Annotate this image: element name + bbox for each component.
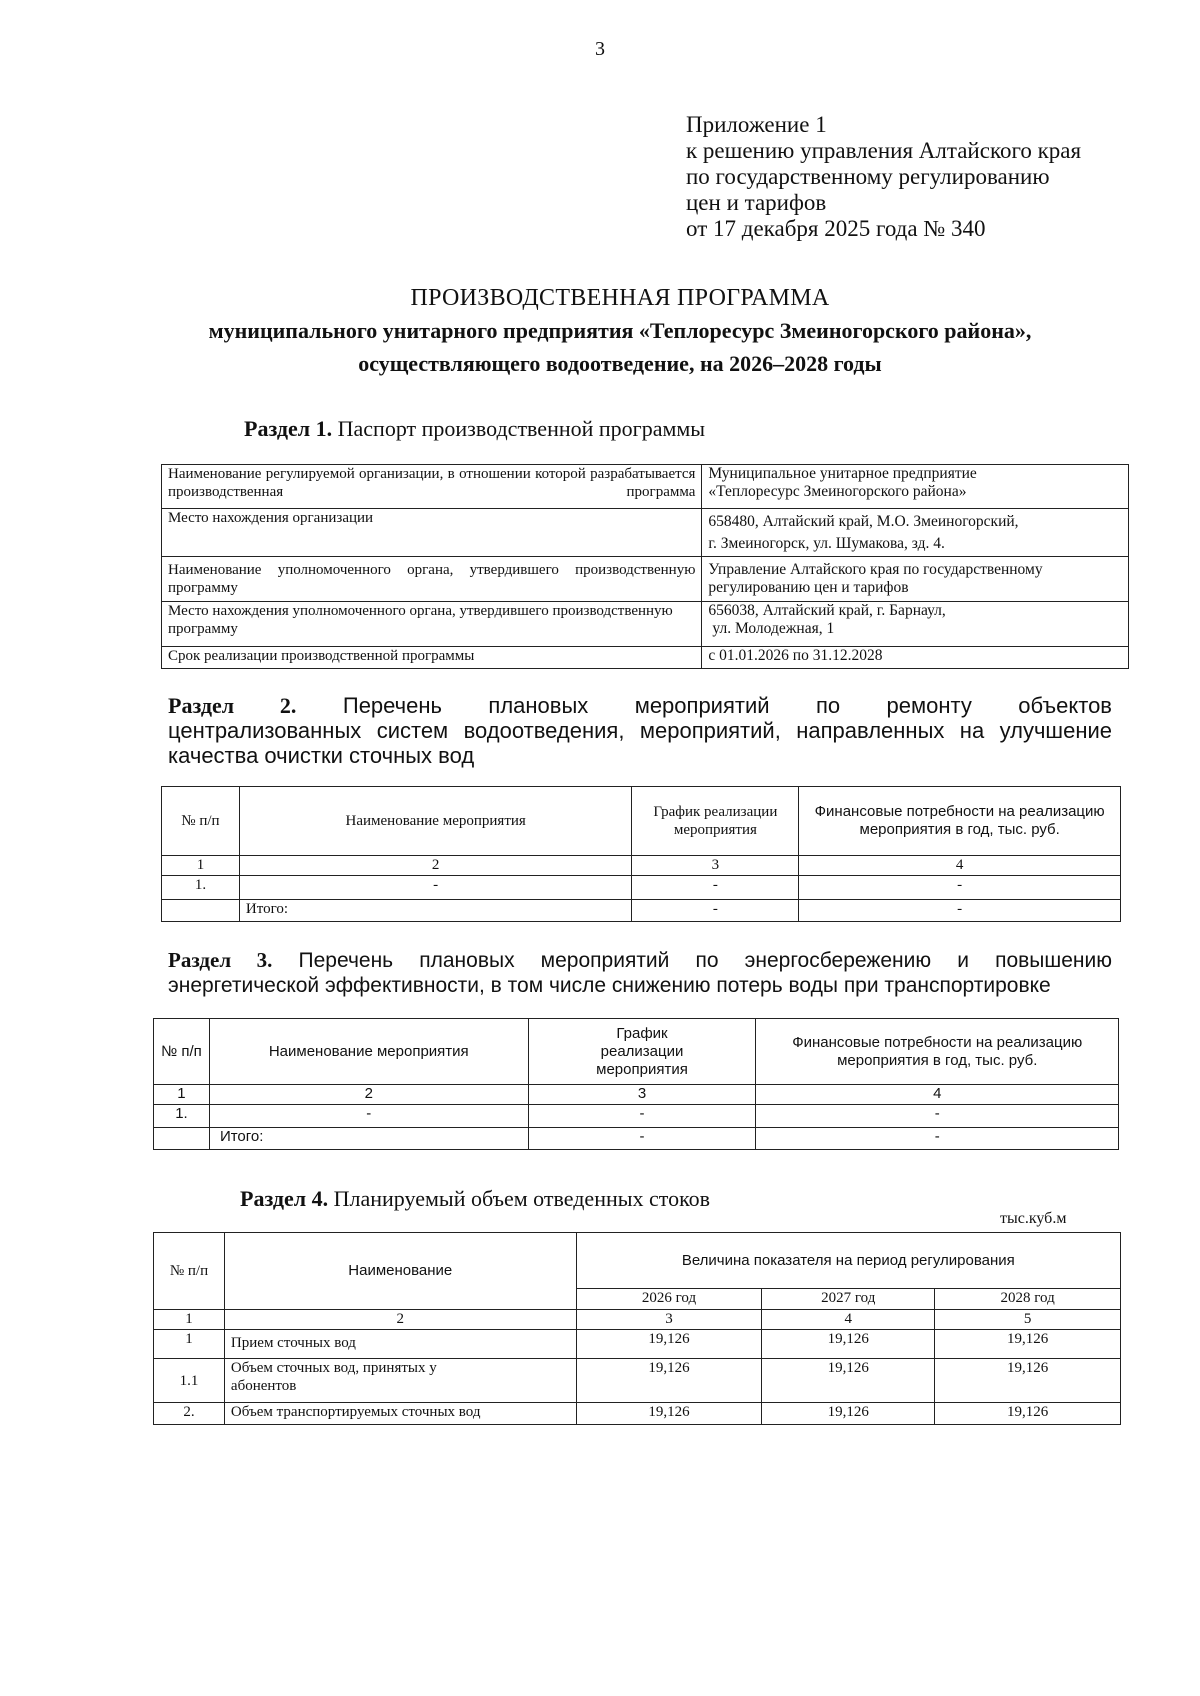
header-cell: 2026 год	[576, 1289, 762, 1310]
table-cell: 3	[632, 856, 799, 876]
table-cell: 3	[528, 1085, 756, 1105]
section-label: Раздел 2.	[168, 693, 297, 718]
heading-line: централизованных систем водоотведения, мероприятий, направленных на улучшение	[168, 718, 1112, 743]
heading-line	[168, 693, 1112, 718]
table-header-row	[154, 1019, 1119, 1085]
table-cell: 3	[576, 1310, 762, 1330]
section-label: Раздел 4.	[240, 1186, 329, 1211]
appendix-line: к решению управления Алтайского края	[686, 138, 1082, 163]
table-row	[154, 1085, 1119, 1105]
table-row	[154, 1310, 1121, 1330]
table-cell: -	[528, 1128, 756, 1150]
table-cell	[154, 1128, 210, 1150]
table-row	[154, 1330, 1121, 1359]
table-cell	[702, 602, 1129, 647]
section-2-heading	[168, 693, 1112, 768]
cell-line: Муниципальное унитарное предприятие	[708, 465, 977, 482]
header-cell: Величина показателя на период регулирования	[576, 1233, 1120, 1289]
table-cell: 5	[935, 1310, 1121, 1330]
table-cell	[702, 509, 1129, 557]
appendix-block	[686, 112, 1081, 242]
table-cell: 19,126	[576, 1403, 762, 1425]
table-cell: 4	[799, 856, 1121, 876]
table-cell: 4	[756, 1085, 1119, 1105]
section-title: Паспорт производственной программы	[337, 416, 706, 441]
program-subtitle: осуществляющего водоотведение, на 2026–2028 годы	[358, 351, 882, 376]
appendix-line: цен и тарифов	[686, 190, 827, 215]
table-cell: -	[239, 876, 632, 900]
table-cell: -	[632, 876, 799, 900]
header-cell: № п/п	[162, 787, 240, 856]
table-header-row	[154, 1233, 1121, 1289]
header-cell: Финансовые потребности на реализацию мероприятия в год, тыс. руб.	[799, 787, 1121, 856]
section-3-heading	[168, 948, 1112, 998]
header-cell: Наименование мероприятия	[209, 1019, 528, 1085]
table-cell: 19,126	[935, 1359, 1121, 1403]
total-label: Итого:	[239, 900, 632, 922]
table-cell: Наименование уполномоченного органа, утвердившего производственную программу	[162, 557, 702, 602]
table-cell: 19,126	[576, 1359, 762, 1403]
section-title: Планируемый объем отведенных стоков	[333, 1186, 711, 1211]
heading-line	[168, 948, 1112, 973]
table-cell: 2	[209, 1085, 528, 1105]
section-label: Раздел 1.	[244, 416, 333, 441]
table-cell: 1.	[162, 876, 240, 900]
table-cell: 1	[154, 1085, 210, 1105]
section-1-heading	[244, 416, 705, 442]
header-cell: № п/п	[154, 1233, 225, 1310]
section-3-table	[153, 1018, 1119, 1150]
table-row	[154, 1105, 1119, 1128]
units-label: тыс.куб.м	[1000, 1210, 1067, 1227]
cell-line: регулированию цен и тарифов	[708, 579, 909, 596]
table-cell: Срок реализации производственной программы	[162, 647, 702, 669]
heading-text: Перечень плановых мероприятий по ремонту объектов	[342, 693, 1112, 718]
table-cell	[702, 557, 1129, 602]
table-header-row	[162, 787, 1121, 856]
table-cell: -	[756, 1128, 1119, 1150]
header-cell: Наименование	[224, 1233, 576, 1310]
table-row	[162, 856, 1121, 876]
section-label: Раздел 3.	[168, 948, 273, 972]
table-cell: -	[632, 900, 799, 922]
total-label: Итого:	[209, 1128, 528, 1150]
table-cell: -	[799, 900, 1121, 922]
table-cell: Прием сточных вод	[224, 1330, 576, 1359]
header-cell: № п/п	[154, 1019, 210, 1085]
table-cell: Объем транспортируемых сточных вод	[224, 1403, 576, 1425]
table-cell: 4	[762, 1310, 935, 1330]
table-row	[162, 557, 1129, 602]
cell-line: 658480, Алтайский край, М.О. Змеиногорский,	[708, 513, 1019, 530]
table-cell: 19,126	[762, 1403, 935, 1425]
table-cell: 19,126	[576, 1330, 762, 1359]
section-2-table	[161, 786, 1121, 922]
table-cell: 2	[224, 1310, 576, 1330]
appendix-line: по государственному регулированию	[686, 164, 1050, 189]
table-cell: Наименование регулируемой организации, в отношении которой разрабатывается производственная программа	[162, 465, 702, 509]
table-cell	[162, 900, 240, 922]
heading-line: энергетической эффективности, в том числе снижению потерь воды при транспортировке	[168, 974, 1051, 997]
table-cell: 19,126	[935, 1330, 1121, 1359]
table-cell: 1	[162, 856, 240, 876]
cell-line: Управление Алтайского края по государственному	[708, 561, 1043, 578]
table-row	[162, 465, 1129, 509]
appendix-line: Приложение 1	[686, 112, 827, 137]
table-row	[154, 1359, 1121, 1403]
section-4-table	[153, 1232, 1121, 1425]
passport-table	[161, 464, 1129, 669]
heading-line: качества очистки сточных вод	[168, 743, 475, 768]
table-cell: 19,126	[762, 1359, 935, 1403]
table-cell: 2.	[154, 1403, 225, 1425]
table-cell: 1	[154, 1310, 225, 1330]
table-cell: -	[799, 876, 1121, 900]
header-cell: График реализации мероприятия	[528, 1019, 756, 1085]
header-cell: График реализации мероприятия	[632, 787, 799, 856]
header-cell: Финансовые потребности на реализацию мероприятия в год, тыс. руб.	[756, 1019, 1119, 1085]
appendix-line: от 17 декабря 2025 года № 340	[686, 216, 986, 241]
section-4-heading	[240, 1186, 710, 1212]
table-cell: 2	[239, 856, 632, 876]
table-row	[154, 1128, 1119, 1150]
table-cell: 19,126	[762, 1330, 935, 1359]
table-row	[162, 900, 1121, 922]
header-cell: 2027 год	[762, 1289, 935, 1310]
table-cell: 19,126	[935, 1403, 1121, 1425]
table-row	[154, 1403, 1121, 1425]
program-subtitle: муниципального унитарного предприятия «Теплоресурс Змеиногорского района»,	[208, 318, 1032, 343]
cell-line: 656038, Алтайский край, г. Барнаул,	[708, 602, 946, 619]
header-cell: Наименование мероприятия	[239, 787, 632, 856]
table-cell: 1.1	[154, 1359, 225, 1403]
table-cell: Место нахождения организации	[162, 509, 702, 557]
table-cell: с 01.01.2026 по 31.12.2028	[702, 647, 1129, 669]
table-cell: -	[209, 1105, 528, 1128]
program-title: ПРОИЗВОДСТВЕННАЯ ПРОГРАММА	[410, 285, 830, 311]
table-cell: Место нахождения уполномоченного органа, утвердившего производственную программу	[162, 602, 702, 647]
heading-text: Перечень плановых мероприятий по энергосбережению и повышению	[298, 949, 1112, 972]
table-row	[162, 647, 1129, 669]
table-cell: -	[756, 1105, 1119, 1128]
table-cell	[702, 465, 1129, 509]
cell-line: г. Змеиногорск, ул. Шумакова, зд. 4.	[708, 535, 945, 552]
cell-line: ул. Молодежная, 1	[712, 620, 835, 637]
table-cell: 1	[154, 1330, 225, 1359]
table-cell: Объем сточных вод, принятых у абонентов	[224, 1359, 576, 1403]
table-cell: -	[528, 1105, 756, 1128]
table-row	[162, 509, 1129, 557]
cell-line: «Теплоресурс Змеиногорского района»	[708, 483, 967, 500]
table-row	[162, 876, 1121, 900]
table-row	[162, 602, 1129, 647]
page-number: 3	[595, 38, 605, 60]
header-cell: 2028 год	[935, 1289, 1121, 1310]
table-cell: 1.	[154, 1105, 210, 1128]
